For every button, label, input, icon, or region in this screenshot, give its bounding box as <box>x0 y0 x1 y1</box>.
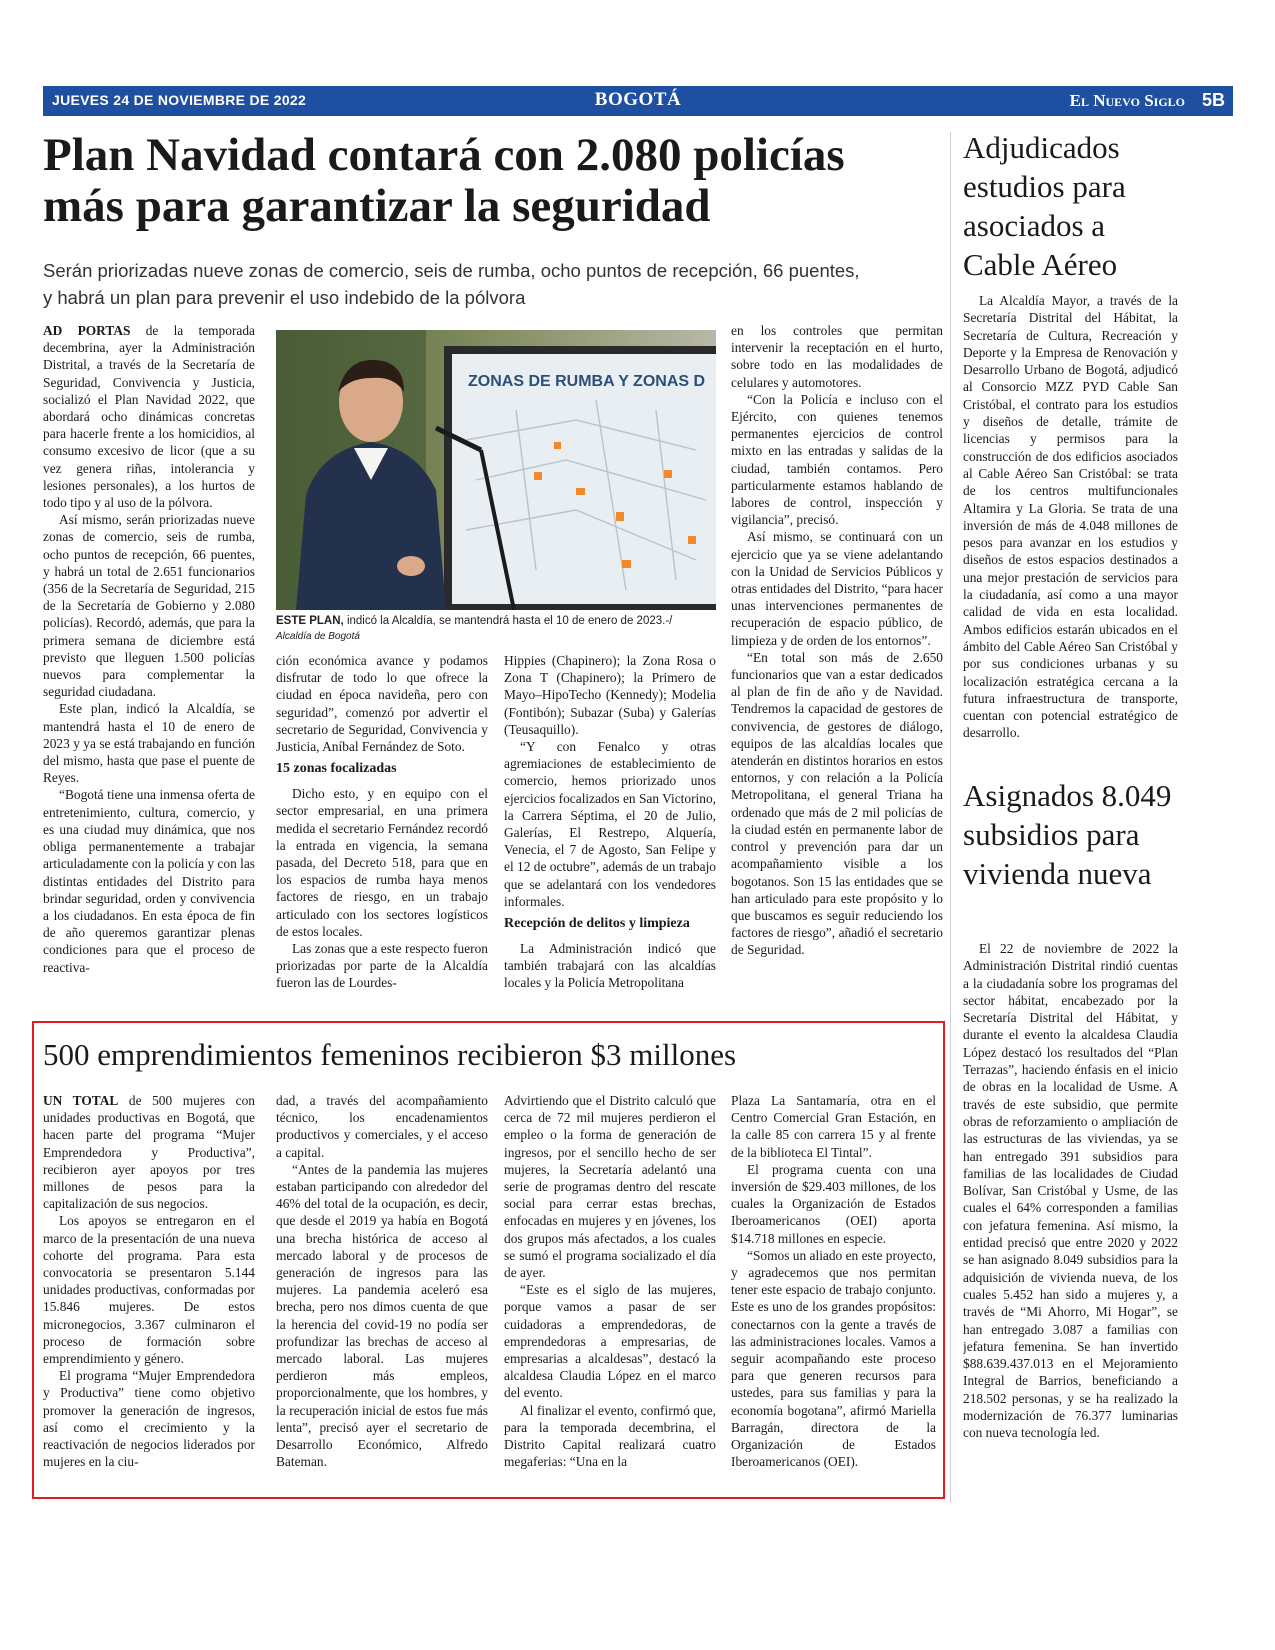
boxed-lead-words: UN TOTAL <box>43 1093 119 1108</box>
edition-date: JUEVES 24 DE NOVIEMBRE DE 2022 <box>52 92 307 108</box>
main-subhead <box>43 258 948 312</box>
boxed-column-1 <box>43 1092 255 1487</box>
section-title: BOGOTÁ <box>594 89 682 110</box>
column-divider <box>950 132 951 1502</box>
main-lead-words: AD PORTAS <box>43 323 131 338</box>
caption-text: indicó la Alcaldía, se mantendrá hasta el 10 de enero de 2023.-/ <box>346 615 673 627</box>
screen-title: ZONAS DE RUMBA Y ZONAS D <box>468 373 706 390</box>
boxed-col4-p1: Plaza La Santamaría, otra en el Centro Comercial Gran Estación, en la calle 85 con carrera 15 y al frente de la biblioteca El Tintal”. <box>731 1093 936 1160</box>
main-col1-p3: Este plan, indicó la Alcaldía, se mantendrá hasta el 10 de enero de 2023 y ya se está trabajando en función del mismo, hasta que pase el puente de Reyes. <box>43 701 255 786</box>
photo-caption <box>276 614 716 644</box>
main-col4-p1: en los controles que permitan intervenir la receptación en el hurto, sobre todo en las modalidades de celulares y automotores. <box>731 323 943 390</box>
boxed-col2-p2: “Antes de la pandemia las mujeres estaban participando con alrededor del 46% del total de la ocupación, es decir, que desde el 2019 ya había en Bogotá una brecha histórica de acceso al mercado laboral y de procesos de generación de ingresos para las mujeres. La pandemia aceleró esa brecha, pero nos dimos cuenta de que la herencia del covid-19 no podía ser profundizar las brechas de acceso al mercado laboral. Las mujeres perdieron más empleos, proporcionalmente, que los hombres, y la recuperación inicial de estos fue más lenta”, precisó ayer el secretario de Desarrollo Económico, Alfredo Bateman. <box>276 1161 488 1470</box>
photo-credit: Alcaldía de Bogotá <box>276 631 360 642</box>
main-col3-p3: La Administración indicó que también trabajará con las alcaldías locales y la Policía Metropolitana <box>504 941 716 991</box>
boxed-col1-p1: de 500 mujeres con unidades productivas en Bogotá, que hacen parte del programa “Mujer Emprendedora y Productiva”, recibieron ayer apoyos por tres millones de pesos para la capitalización de sus negocios. <box>43 1093 255 1212</box>
main-headline <box>43 130 943 232</box>
boxed-column-2 <box>276 1092 488 1487</box>
main-col4-p3: Así mismo, se continuará con un ejercicio que ya se viene adelantando con la Unidad de Servicios Públicos y otras entidades del Distrito, “para hacer unas intervenciones permanentes de recuperación de espacio público, de limpieza y de orden de los entornos”. <box>731 529 943 648</box>
boxed-col1-p3: El programa “Mujer Emprendedora y Productiva” tiene como objetivo promover la generación de ingresos, así como el crecimiento y la reactivación de negocios liderados por mujeres en la ciu- <box>43 1368 255 1470</box>
main-col1-p2: Así mismo, serán priorizadas nueve zonas de comercio, seis de rumba, ocho puntos de recepción, 66 puentes, y habrá un total de 2.651 funcionarios (356 de la Secretaría de Seguridad, 215 de la Secretaría de Gobierno y 2.080 policías). Recordó, además, que para la primera semana de diciembre está previsto que lleguen 1.500 policías nuevos para complementar la seguridad ciudadana. <box>43 512 255 700</box>
main-col2-p2: Dicho esto, y en equipo con el sector empresarial, en una primera medida el secretario Fernández recordó la entrada en vigencia, la semana pasada, del Decreto 518, para que en los espacios de rumba haya menos factores de riesgo, en un trabajo articulado con los sectores logísticos de estos locales. <box>276 786 488 939</box>
boxed-col3-p2: “Este es el siglo de las mujeres, porque vamos a pasar de ser cuidadoras a emprendedoras, de emprendedoras a empresarias, de empresarias a alcaldesas”, destacó la alcaldesa Claudia López en el marco del evento. <box>504 1282 716 1401</box>
main-column-1 <box>43 322 255 1012</box>
sidebar-headline-1: Adjudicados estudios para asociados a Cable Aéreo <box>963 130 1126 282</box>
sidebar-article-1-text: La Alcaldía Mayor, a través de la Secretaría Distrital del Hábitat, la Secretaría de Cultura, Recreación y Deporte y la Empresa de Renovación y Desarrollo Urbano de Bogotá, adjudicó al Consorcio MZZ PYD Cable San Cristóbal, el contrato para los estudios y diseños de detalle, trámite de licencias y permisos para la construcción de dos edificios asociados al Cable Aéreo San Cristóbal: se trata de los centros multifuncionales Altamira y La Gloria. Se trata de una inversión de más de 4.048 millones de pesos para avanzar en los estudios y diseños de estos espacios destinados a una mejor prestación de servicios para la ciudadanía, así como a una mayor calidad de vida en esta localidad. Ambos edificios estarán ubicados en el ámbito del Cable Aéreo San Cristóbal y por sus condiciones urbanas y su localización estratégica cercana a la futura infraestructura de transporte, cuentan con potencial estratégico de desarrollo. <box>963 293 1178 741</box>
boxed-col3-p3: Al finalizar el evento, confirmó que, para la temporada decembrina, el Distrito Capital realizará cuatro megaferias: “Una en la <box>504 1402 716 1470</box>
boxed-col1-p2: Los apoyos se entregaron en el marco de la presentación de una nueva cohorte del programa. Para esta convocatoria se presentaron 5.144 unidades productivas, conformadas por 15.846 mujeres. De estos micronegocios, 3.367 culminaron el proceso de formación sobre emprendimiento y género. <box>43 1213 255 1367</box>
boxed-column-3 <box>504 1092 716 1487</box>
newspaper-name: El Nuevo Siglo <box>1069 91 1185 110</box>
main-col3-subheading: Recepción de delitos y limpieza <box>504 916 690 932</box>
main-col2-p3: Las zonas que a este respecto fueron priorizadas por parte de la Alcaldía fueron las de Lourdes- <box>276 941 488 991</box>
sidebar-headline-2: Asignados 8.049 subsidios para vivienda nueva <box>963 778 1172 891</box>
sidebar-article-1-body <box>963 292 1178 752</box>
main-col3-p1: Hippies (Chapinero); la Zona Rosa o Zona T (Chapinero); la Primero de Mayo–HipoTecho (Kennedy); Modelia (Fontibón); Subazar (Suba) y Galerías (Teusaquillo). <box>504 653 716 737</box>
boxed-col4-p3: “Somos un aliado en este proyecto, y agradecemos que nos permitan tener este espacio de trabajo conjunto. Este es uno de los grandes propósitos: conectarnos con la gente a través de las administraciones locales. Vamos a seguir acompañando este proceso para que generen recursos para ustedes, para sus familias y para la economía bogotana”, afirmó Mariella Barragán, directora de la Organización de Estados Iberoamericanos (OEI). <box>731 1247 936 1470</box>
main-subhead-line2: y habrá un plan para prevenir el uso indebido de la pólvora <box>43 286 526 308</box>
main-column-2 <box>276 652 488 1012</box>
boxed-col4-p2: El programa cuenta con una inversión de $29.403 millones, de los cuales la Organización de Estados Iberoamericanos (OEI) aporta $14.718 millones en especie. <box>731 1161 936 1246</box>
main-col3-p2: “Y con Fenalco y otras agremiaciones de establecimiento de comercio, hemos priorizado unos ejercicios focalizados en San Victorino, la Carrera Séptima, el 20 de Julio, Galerías, El Restrepo, Alquería, Venecia, el 7 de Agosto, San Felipe y el 12 de octubre”, además de un trabajo que se adelantará con los vendedores informales. <box>504 739 716 909</box>
photo-illustration <box>276 330 716 610</box>
main-column-3 <box>504 652 716 1012</box>
boxed-col3-p1: Advirtiendo que el Distrito calculó que cerca de 72 mil mujeres perdieron el empleo o la forma de generación de ingresos, por el sencillo hecho de ser mujeres, la Secretaría adelantó una serie de programas dentro del rescate social para cerrar estas brechas, enfocadas en mujeres y en jóvenes, los dos grupos más afectados, a los cuales se sumó el programa socializado el día de ayer. <box>504 1093 716 1281</box>
main-col2-subheading: 15 zonas focalizadas <box>276 761 397 777</box>
main-col1-p4: “Bogotá tiene una inmensa oferta de entretenimiento, cultura, comercio, y es una ciudad muy dinámica, que nos obliga permanentemente a trabajar articuladamente con la policía y con las distintas entidades del Distrito para brindar seguridad, orden y convivencia a los ciudadanos. En esta época de fin de año queremos garantizar plenas condiciones para que el proceso de reactiva- <box>43 787 255 975</box>
main-col4-p4: “En total son más de 2.650 funcionarios que van a estar dedicados al plan de fin de año y de Navidad. Tendremos la capacidad de gestores de convivencia, de gestores de diálogo, equipos de las alcaldías locales que atenderán en distintos horarios en estos entornos, y con relación a la Policía Metropolitana, el general Triana ha ordenado que más de 2 mil policías de la ciudad estén en permanente labor de control y prevención para dar un acompañamiento visible a los bogotanos. Son 15 las entidades que se han articulado para este propósito y lo que buscamos es seguir reduciendo los factores de riesgo”, añadió el secretario de Seguridad. <box>731 649 943 958</box>
main-col2-p1: ción económica avance y podamos disfrutar de todo lo que ofrece la ciudad en época navideña, pero con seguridad”, comenzó por advertir el secretario de Seguridad, Convivencia y Justicia, Aníbal Fernández de Soto. <box>276 653 488 755</box>
boxed-column-4 <box>731 1092 936 1487</box>
page-number: 5B <box>1201 90 1225 110</box>
sidebar-article-2-body <box>963 940 1178 1495</box>
boxed-col2-p1: dad, a través del acompañamiento técnico, los encadenamientos productivos y comerciales, y el acceso a capital. <box>276 1093 488 1160</box>
main-col4-p2: “Con la Policía e incluso con el Ejército, con quienes tenemos permanentes ejercicios de control mixto en las entradas y salidas de la ciudad, también contamos. Pero particularmente estamos hablando de labores de control, inspección y vigilancia”, precisó. <box>731 391 943 528</box>
main-column-4 <box>731 322 943 1012</box>
main-headline-line1: Plan Navidad contará con 2.080 policías <box>43 129 845 181</box>
masthead-bar <box>43 86 1233 116</box>
boxed-headline: 500 emprendimientos femeninos recibieron $3 millones <box>43 1037 737 1072</box>
caption-lead: ESTE PLAN, <box>276 615 344 627</box>
article-photo <box>276 330 716 610</box>
main-headline-line2: más para garantizar la seguridad <box>43 179 711 232</box>
main-subhead-line1: Serán priorizadas nueve zonas de comercio, seis de rumba, ocho puntos de recepción, 66 puentes, <box>43 260 860 281</box>
sidebar-article-2-text: El 22 de noviembre de 2022 la Administración Distrital rindió cuentas a la ciudadanía sobre los programas del sector hábitat, encabezado por la Secretaría Distrital del Hábitat, y durante el evento la alcaldesa Claudia López destacó los resultados del “Plan Terrazas”, haciendo énfasis en el inicio de obras en la localidad de Usme. A través de este subsidio, que permite obras de reforzamiento o ampliación de las estructuras de las viviendas, ya se han entregado 391 subsidios para familias de las localidades de Ciudad Bolívar, San Cristóbal y Usme, de las cuales el 64% corresponden a familias con jefatura femenina. Así mismo, la entidad precisó que entre 2020 y 2022 se han asignado 8.049 subsidios para la adquisición de vivienda nueva, de los cuales 5.452 han sido a mujeres y, a través de “Mi Ahorro, Mi Hogar”, se han entregado 3.087 a familias con jefatura femenina. Se han invertido $88.639.437.013 en el Mejoramiento Integral de Barrios, beneficiando a 218.502 personas, y se ha realizado la modernización de 76.377 luminarias con nueva tecnología led. <box>963 941 1178 1441</box>
main-col1-p1: de la temporada decembrina, ayer la Administración Distrital, a través de la Secretaría de Seguridad, Convivencia y Justicia, socializó el Plan Navidad 2022, que abordará ocho dinámicas concretas para hacerle frente a los homicidios, al consumo excesivo de licor (que a su vez genera riñas, intolerancia y lesiones personales), a los hurtos de todo tipo y al uso de la pólvora. <box>43 323 255 511</box>
